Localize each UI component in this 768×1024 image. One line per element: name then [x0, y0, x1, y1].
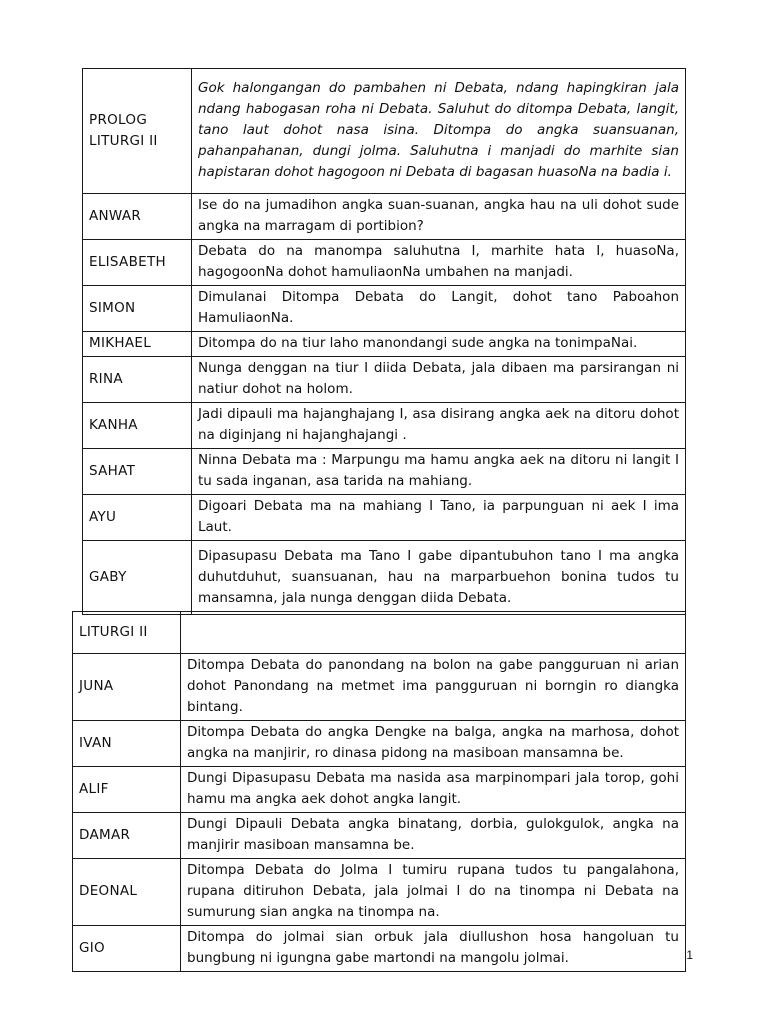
speaker-cell: JUNA [73, 654, 181, 721]
table-row [73, 926, 686, 972]
table-row [83, 332, 686, 357]
table-row [73, 813, 686, 859]
script-table-liturgi [72, 611, 686, 972]
empty-cell [181, 612, 686, 654]
table-row [83, 286, 686, 332]
speaker-cell: GABY [83, 541, 192, 615]
table-row [83, 194, 686, 240]
line-cell: Ise do na jumadihon angka suan-suanan, angka hau na uli dohot sude angka na marragam di portibion? [192, 194, 686, 240]
line-cell: Digoari Debata ma na mahiang I Tano, ia parpunguan ni aek I ima Laut. [192, 495, 686, 541]
table-row [83, 495, 686, 541]
line-cell: Dungi Dipasupasu Debata ma nasida asa marpinompari jala torop, gohi hamu ma angka aek dohot angka langit. [181, 767, 686, 813]
speaker-cell: IVAN [73, 721, 181, 767]
speaker-cell: ANWAR [83, 194, 192, 240]
table-row [83, 357, 686, 403]
line-cell: Ditompa Debata do Jolma I tumiru rupana tudos tu pangalahona, rupana ditiruhon Debata, jala jolmai I do na tinompa ni Debata na sumurung sian angka na tinompa na. [181, 859, 686, 926]
script-table-prolog [82, 68, 686, 615]
table-row [83, 69, 686, 194]
page-number: 1 [686, 948, 693, 962]
line-cell: Ninna Debata ma : Marpungu ma hamu angka aek na ditoru ni langit I tu sada inganan, asa tarida na mahiang. [192, 449, 686, 495]
speaker-cell: KANHA [83, 403, 192, 449]
speaker-cell: DAMAR [73, 813, 181, 859]
line-cell: Ditompa do na tiur laho manondangi sude angka na tonimpaNai. [192, 332, 686, 357]
table-row [73, 721, 686, 767]
table-row [83, 403, 686, 449]
table-row [73, 859, 686, 926]
table-row [83, 541, 686, 615]
speaker-cell: GIO [73, 926, 181, 972]
table-header-row [73, 612, 686, 654]
speaker-cell: ALIF [73, 767, 181, 813]
table-row [73, 654, 686, 721]
speaker-cell: AYU [83, 495, 192, 541]
line-cell: Debata do na manompa saluhutna I, marhite hata I, huasoNa, hagogoonNa dohot hamuliaonNa umbahen na manjadi. [192, 240, 686, 286]
prolog-text-cell: Gok halongangan do pambahen ni Debata, ndang hapingkiran jala ndang habogasan roha ni Debata. Saluhut do ditompa Debata, langit, tano laut dohot nasa isina. Ditompa do angka suansuanan, pahanpahanan, dungi jolma. Saluhutna i manjadi do marhite sian hapistaran dohot hagogoon ni Debata di bagasan huasoNa na badia i. [192, 69, 686, 194]
line-cell: Dungi Dipauli Debata angka binatang, dorbia, gulokgulok, angka na manjirir masiboan mansamna be. [181, 813, 686, 859]
line-cell: Ditompa Debata do panondang na bolon na gabe pangguruan ni arian dohot Panondang na metmet ima pangguruan ni borngin ro diangka bintang. [181, 654, 686, 721]
line-cell: Dipasupasu Debata ma Tano I gabe dipantubuhon tano I ma angka duhutduhut, suansuanan, hau na marparbuehon bonina tudos tu mansamna, jala nunga denggan diida Debata. [192, 541, 686, 615]
section-heading-cell: LITURGI II [73, 612, 181, 654]
table-row [83, 449, 686, 495]
speaker-cell: MIKHAEL [83, 332, 192, 357]
speaker-cell: SIMON [83, 286, 192, 332]
speaker-cell: ELISABETH [83, 240, 192, 286]
line-cell: Dimulanai Ditompa Debata do Langit, dohot tano Paboahon HamuliaonNa. [192, 286, 686, 332]
line-cell: Nunga denggan na tiur I diida Debata, jala dibaen ma parsirangan ni natiur dohot na holom. [192, 357, 686, 403]
line-cell: Ditompa Debata do angka Dengke na balga, angka na marhosa, dohot angka na manjirir, ro dinasa pidong na masiboan mansamna be. [181, 721, 686, 767]
table-row [83, 240, 686, 286]
speaker-cell: SAHAT [83, 449, 192, 495]
speaker-cell: RINA [83, 357, 192, 403]
speaker-cell: DEONAL [73, 859, 181, 926]
line-cell: Ditompa do jolmai sian orbuk jala diullushon hosa hangoluan tu bungbung ni igungna gabe martondi na mangolu jolmai. [181, 926, 686, 972]
table-row [73, 767, 686, 813]
line-cell: Jadi dipauli ma hajanghajang I, asa disirang angka aek na ditoru dohot na diginjang ni hajanghajangi . [192, 403, 686, 449]
speaker-cell: PROLOG LITURGI II [83, 69, 192, 194]
